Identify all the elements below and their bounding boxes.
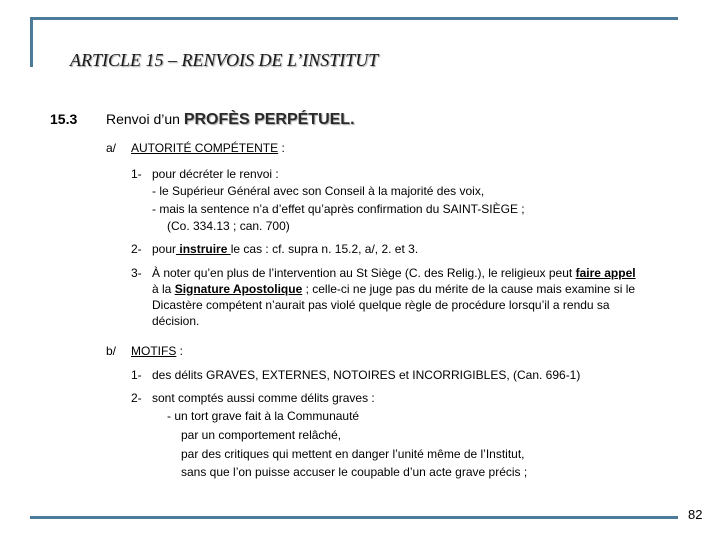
part-b-item2-sub2: par un comportement relâché, bbox=[181, 428, 342, 442]
part-a-letter: a/ bbox=[106, 141, 117, 155]
section-title-emphasis: PROFÈS PERPÉTUEL. bbox=[183, 111, 355, 128]
part-b-item2-number: 2- bbox=[131, 391, 142, 405]
part-a-item3-line2-emph: Signature Apostolique bbox=[174, 282, 303, 296]
part-a-item2-emph: instruire bbox=[176, 242, 231, 256]
part-b-item1-number: 1- bbox=[131, 368, 142, 382]
part-a-item1-sub2: - mais la sentence n’a d’effet qu’après confirmation du SAINT-SIÈGE ; bbox=[152, 202, 525, 216]
section-number: 15.3 bbox=[50, 111, 78, 127]
part-a-item3-line4: décision. bbox=[152, 314, 200, 328]
part-a-item2-pre: pour bbox=[152, 242, 177, 256]
slide-frame-bottom-border bbox=[30, 516, 678, 519]
part-a-item3-line1 bbox=[152, 265, 636, 281]
part-b-item2-sub4: sans que l’on puisse accuser le coupable d’un acte grave précis ; bbox=[181, 465, 528, 479]
part-a-item3-line3: Dicastère compétent n’aurait pas violé quelque règle de procédure lorsqu’il a rendu sa bbox=[152, 298, 610, 312]
part-a-item2-text bbox=[152, 241, 418, 257]
part-a-item1-sub2-cont: (Co. 334.13 ; can. 700) bbox=[167, 219, 290, 233]
section-title bbox=[106, 111, 355, 129]
part-b-heading-suffix: : bbox=[176, 344, 183, 358]
part-b-item1-text: des délits GRAVES, EXTERNES, NOTOIRES et INCORRIGIBLES, (Can. 696-1) bbox=[152, 368, 581, 382]
part-a-item3-number: 3- bbox=[131, 266, 142, 280]
slide-frame-top-border bbox=[30, 17, 678, 20]
part-a-item1-number: 1- bbox=[131, 167, 142, 181]
part-a-heading-suffix: : bbox=[278, 141, 285, 155]
part-b-letter: b/ bbox=[106, 344, 117, 358]
part-a-heading bbox=[131, 140, 285, 156]
slide-frame-left-border bbox=[30, 17, 33, 67]
part-a-item3-line2-post: ; celle-ci ne juge pas du mérite de la cause mais examine si le bbox=[302, 282, 636, 296]
part-a-item3-line1-pre: À noter qu’en plus de l’intervention au St Siège (C. des Relig.), le religieux peut bbox=[152, 266, 576, 280]
section-title-prefix: Renvoi d’un bbox=[106, 111, 184, 127]
part-b-heading-text: MOTIFS bbox=[131, 344, 177, 358]
part-a-item3-line2 bbox=[152, 281, 635, 297]
part-b-item2-sub1: - un tort grave fait à la Communauté bbox=[167, 409, 360, 423]
slide-title: ARTICLE 15 – RENVOIS DE L’INSTITUT bbox=[70, 50, 379, 70]
part-a-item2-number: 2- bbox=[131, 242, 142, 256]
part-a-heading-text: AUTORITÉ COMPÉTENTE bbox=[131, 141, 279, 155]
part-a-item1-text: pour décréter le renvoi : bbox=[152, 167, 279, 181]
part-a-item3-line1-emph: faire appel bbox=[575, 266, 636, 280]
page-number: 82 bbox=[688, 507, 703, 522]
part-a-item3-line2-pre: à la bbox=[152, 282, 175, 296]
part-b-heading bbox=[131, 343, 183, 359]
part-b-item2-text: sont comptés aussi comme délits graves : bbox=[152, 391, 375, 405]
part-a-item1-sub1: - le Supérieur Général avec son Conseil à la majorité des voix, bbox=[152, 184, 485, 198]
part-a-item2-post: le cas : cf. supra n. 15.2, a/, 2. et 3. bbox=[230, 242, 419, 256]
part-b-item2-sub3: par des critiques qui mettent en danger l’unité même de l’Institut, bbox=[181, 447, 525, 461]
